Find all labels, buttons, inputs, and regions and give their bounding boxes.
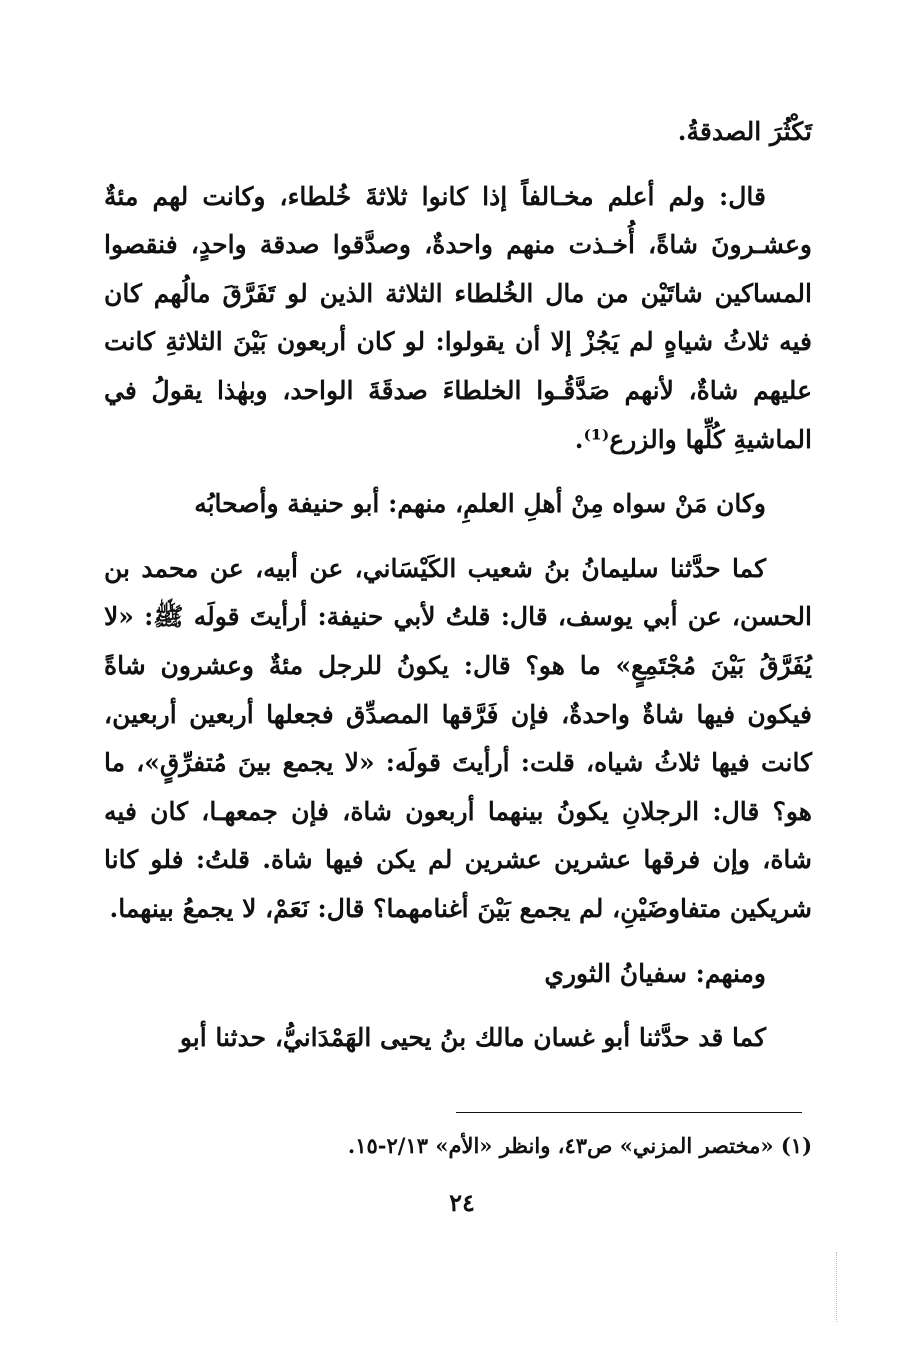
footnote: (١) «مختصر المزني» ص٤٣، وانظر «الأم» ٢/١٣-١٥. — [347, 1133, 812, 1158]
paragraph-abu-ghassan: كما قد حدَّثنا أبو غسان مالك بنُ يحيى الهَمْدَانيُّ، حدثنا أبو — [179, 1023, 766, 1053]
main-text — [104, 108, 812, 1063]
scan-edge-mark — [836, 1252, 837, 1322]
paragraph-abu-hanifa-heading: وكان مَنْ سواه مِنْ أهلِ العلمِ، منهم: أبو حنيفة وأصحابُه — [194, 489, 766, 519]
paragraph-khulata: قال: ولم أعلم مخـالفاً إذا كانوا ثلاثةَ خُلطاء، وكانت لهم مئةٌ وعشـرونَ شاةً، أُخـذت منهم واحدةٌ، وصدَّقوا صدقة واحدٍ، فنقصوا المساكين شاتَيْن من مال الخُلطاء الثلاثة الذين لو تَفَرَّقَ مالُهم كان فيه ثلاثُ شياهٍ لم يَجُزْ إلا أن يقولوا: لو كان أربعون بَيْنَ الثلاثةِ كانت عليهم شاةٌ، لأنهم صَدَّقُـوا الخلطاءَ صدقَةَ الواحد، وبهٰذا يقولُ في الماشيةِ كُلِّها والزرع⁽¹⁾. — [104, 181, 812, 454]
paragraph-sufyan-heading: ومنهم: سفيانُ الثوري — [544, 958, 766, 988]
paragraph-hadith-narration: كما حدَّثنا سليمانُ بنُ شعيب الكَيْسَاني، عن أبيه، عن محمد بن الحسن، عن أبي يوسف، قال: قلتُ لأبي حنيفة: أرأيتَ قولَه ﷺ: «لا يُفَرَّقُ بَيْنَ مُجْتَمِعٍ» ما هو؟ قال: يكونُ للرجل مئةٌ وعشرون شاةً فيكون فيها شاةٌ واحدةٌ، فإن فَرَّقها المصدِّق فجعلها أربعين أربعين، كانت فيها ثلاثُ شياه، قلت: أرأيتَ قولَه: «لا يجمع بينَ مُتفرِّقٍ»، ما هو؟ قال: الرجلانِ يكونُ بينهما أربعون شاة، فإن جمعهـا، كان فيه شاة، وإن فرقها عشرين عشرين لم يكن فيها شاة. قلتُ: فلو كانا شريكين متفاوضَيْنِ، لم يجمع بَيْنَ أغنامهما؟ قال: نَعَمْ، لا يجمعُ بينهما. — [104, 553, 812, 923]
footnote-separator — [456, 1112, 802, 1113]
page-number: ٢٤ — [449, 1188, 475, 1217]
paragraph-continuation: تَكْثُرَ الصدقةُ. — [677, 117, 812, 146]
